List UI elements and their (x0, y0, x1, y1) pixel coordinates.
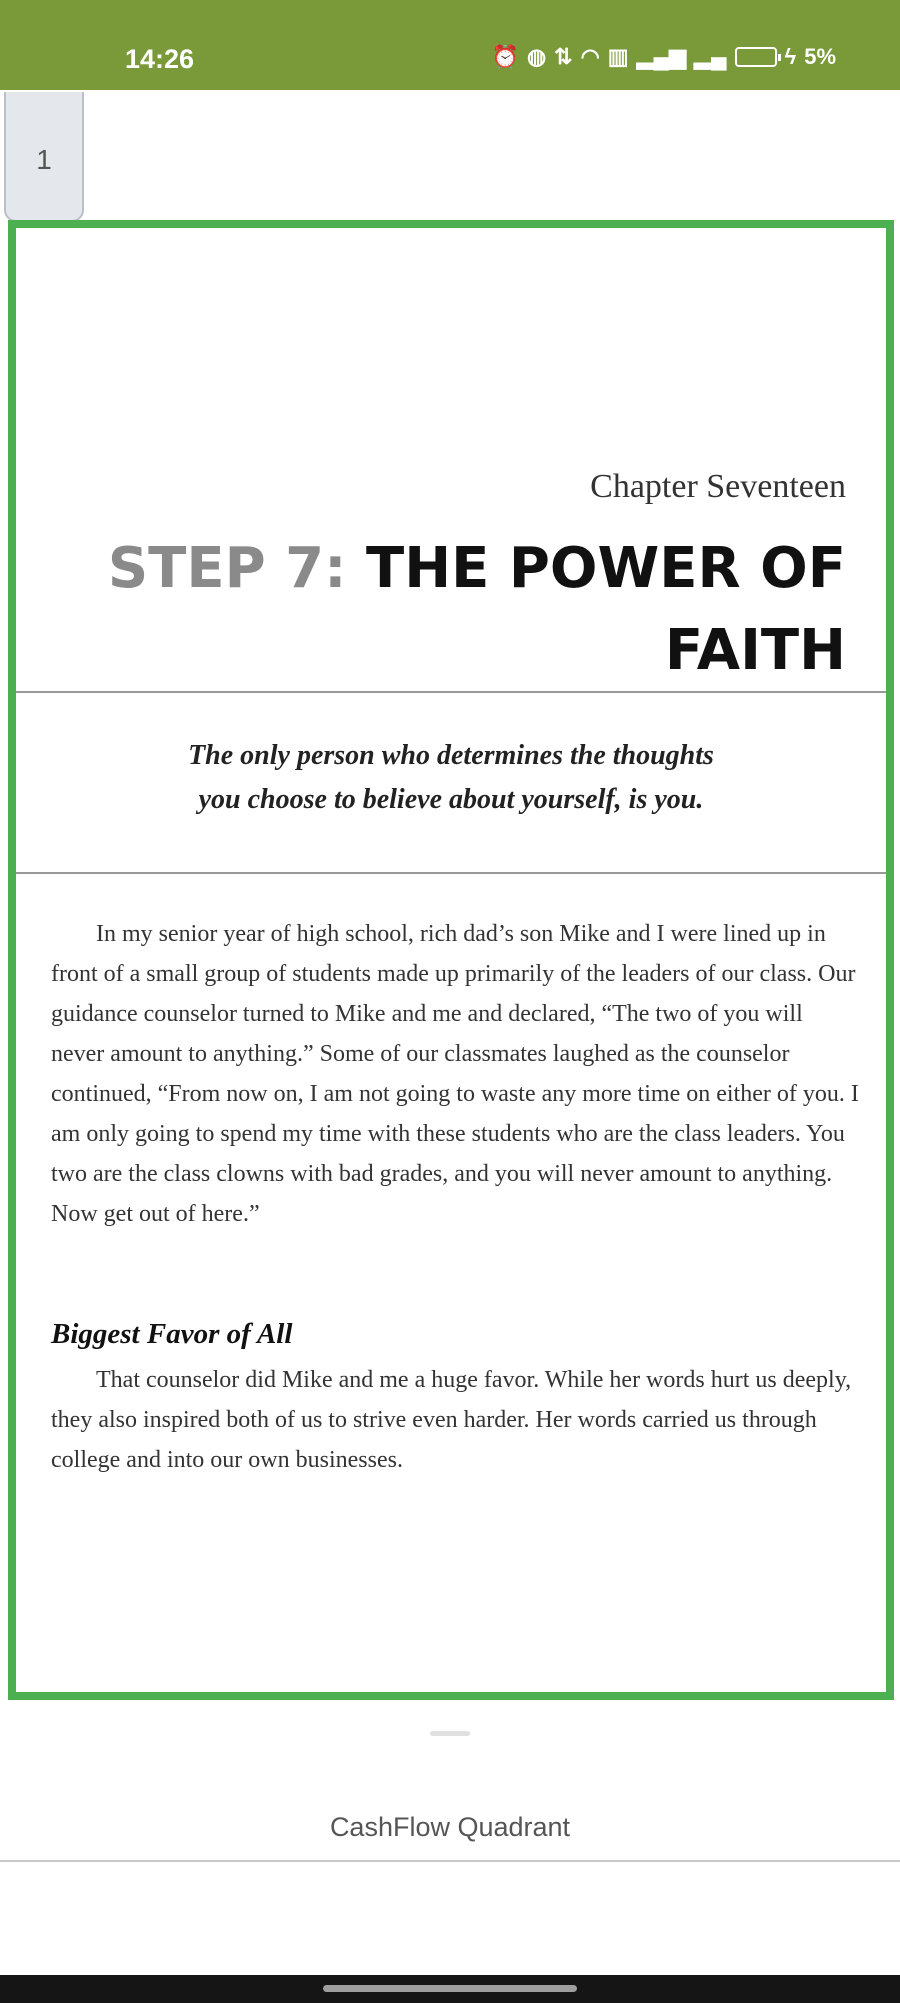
status-time: 14:26 (125, 44, 195, 74)
body-paragraph: That counselor did Mike and me a huge favor. While her words hurt us deeply, they also inspired both of us to strive even harder. Her words carried us through college and into our own businesses. (51, 1367, 852, 1473)
scroll-handle[interactable] (430, 1731, 470, 1736)
divider (16, 872, 886, 874)
book-page[interactable] (8, 220, 894, 1700)
navigation-bar (0, 1975, 900, 2003)
status-icons (492, 44, 836, 70)
chapter-label: Chapter Seventeen (590, 468, 846, 505)
epigraph-line: The only person who determines the thoughts (188, 740, 714, 771)
home-gesture-bar[interactable] (323, 1985, 577, 1992)
wifi-icon: ◠ (580, 44, 600, 69)
charging-icon: ϟ (784, 44, 797, 69)
data-icon: ⇅ (554, 44, 573, 69)
battery-icon (735, 47, 777, 67)
divider (0, 1860, 900, 1862)
title-step: STEP 7: (107, 536, 347, 601)
chapter-title (86, 528, 846, 692)
alarm-icon: ⏰ (491, 44, 519, 69)
page-number: 1 (36, 144, 52, 175)
section-heading: Biggest Favor of All (51, 1318, 293, 1350)
battery-percent: 5% (804, 44, 836, 69)
sync-icon: ◍ (526, 44, 547, 69)
volte-icon: ▥ (607, 44, 629, 69)
epigraph-line: you choose to believe about yourself, is you. (198, 784, 704, 815)
book-title: CashFlow Quadrant (329, 1812, 571, 1842)
body-paragraph: In my senior year of high school, rich dad’s son Mike and I were lined up in front of a small group of students made up primarily of the leaders of our class. Our guidance counselor turned to Mike and me and declared, “The two of you will never amount to anything.” Some of our classmates laughed as the counselor continued, “From now on, I am not going to waste any more time on either of you. I am only going to spend my time with these students who are the class leaders. You two are the class clowns with bad grades, and you will never amount to anything. Now get out of here.” (51, 921, 859, 1227)
divider (16, 691, 886, 693)
signal-icon: ▂▄ (694, 44, 727, 69)
title-main: THE POWER OF FAITH (366, 536, 846, 683)
status-bar (0, 0, 900, 90)
page-number-tab[interactable] (4, 92, 84, 222)
epigraph (16, 734, 886, 822)
signal-icon: ▂▄▆ (636, 44, 687, 69)
